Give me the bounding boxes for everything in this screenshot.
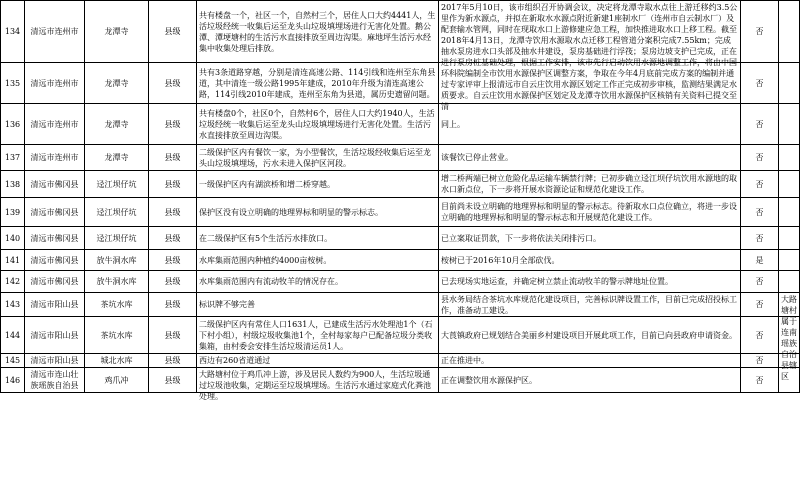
- progress-cell-text: 该餐饮已停止营业。: [441, 153, 513, 162]
- completed-cell: [741, 227, 779, 250]
- completed-cell-text: 否: [755, 119, 764, 129]
- completed-cell: [741, 1, 779, 63]
- row-number: [1, 1, 25, 63]
- progress-cell: [439, 368, 741, 393]
- completed-cell-text: 否: [755, 277, 764, 286]
- region-cell: [25, 227, 85, 250]
- row-number-text: 134: [4, 27, 21, 36]
- completed-cell-text: 否: [755, 330, 764, 340]
- region-cell: [25, 104, 85, 145]
- water-source-cell-text: 龙潭寺: [104, 119, 129, 129]
- progress-cell: [439, 317, 741, 354]
- completed-cell: [741, 293, 779, 317]
- region-cell-text: 清远市佛冈县: [30, 233, 79, 243]
- row-number: [1, 293, 25, 317]
- progress-cell-text: 正在推进中。: [441, 356, 489, 365]
- table-row: [1, 317, 800, 354]
- completed-cell: [741, 63, 779, 104]
- progress-cell-text: 增二桥两端已树立危险化品运输车辆禁行牌；已初步确立迳江坝仔坑饮用水源地的取水口新点位，下一步将开展水资源论证和规范化建设工作。: [441, 174, 737, 194]
- completed-cell: [741, 171, 779, 198]
- completed-cell: [741, 317, 779, 354]
- level-cell: [149, 198, 197, 227]
- water-source-cell: [85, 1, 149, 63]
- region-cell: [25, 317, 85, 354]
- note-cell: [779, 271, 800, 293]
- issue-cell: [197, 198, 439, 227]
- issue-cell: [197, 1, 439, 63]
- issue-cell-text: 在二级保护区有5个生活污水排放口。: [199, 233, 333, 243]
- completed-cell: [741, 104, 779, 145]
- row-number-text: 138: [4, 179, 21, 189]
- level-cell-text: 县级: [164, 330, 181, 340]
- level-cell-text: 县级: [164, 277, 181, 286]
- row-number: [1, 227, 25, 250]
- issue-cell: [197, 104, 439, 145]
- region-cell: [25, 354, 85, 368]
- note-cell: [779, 293, 800, 381]
- issue-cell-text: 二级保护区内有餐饮一家，为小型餐饮，生活垃圾经收集后运至龙头山垃圾填埋场，污水未进入保护区河段。: [199, 147, 431, 168]
- table-row: [1, 271, 800, 293]
- issue-cell: [197, 271, 439, 293]
- completed-cell: [741, 368, 779, 393]
- region-cell: [25, 145, 85, 171]
- progress-cell: [439, 293, 741, 317]
- progress-cell-text: 2017年5月10日，该市组织召开协调会议，决定将龙潭寺取水点往上游迁移约3.5公里作为新水源点，并拟在新取水水源点附近新建1座制水厂（连州市自云制水厂）及配套输水管网，同时在现取水口上游修建应急工程，加快推进取水口上移工程。截至2018年4月13日，龙潭寺饮用水源取水点迁移工程管道分案积完成7.55km；完成抽水泵房进水口头部及抽水井建设，泵房基础进行浮筏；泵房边坡支护已完成，正在进行泵房桩基础处理，根据工作安排，该市先行启动饮用水源地调整工作，将由中国环科院编制全市饮用水源保护区调整方案，争取在今年4月底前完成方案的编制并通过专家评审上报清远市自云庄饮用水源区划定工作正完成初步审核，监测结果满足水质要求。自云庄饮用水源保护区划定及龙潭寺饮用水源保护区核销有关资料已提交至清: [441, 2, 738, 111]
- row-number: [1, 368, 25, 393]
- completed-cell: [741, 354, 779, 368]
- issue-cell: [197, 145, 439, 171]
- completed-cell-text: 否: [755, 233, 764, 243]
- completed-cell-text: 否: [755, 153, 764, 162]
- region-cell-text: 清远市连山壮族瑶族自治县: [30, 370, 79, 390]
- region-cell-text: 清远市佛冈县: [30, 179, 79, 189]
- region-cell: [25, 1, 85, 63]
- note-cell: [779, 198, 800, 227]
- progress-cell-text: 目前尚未设立明确的地理界标和明显的警示标志。待新取水口点位确立，将进一步设立明确的地理界标和明显的警示标志和开展规范化建设工作。: [441, 202, 737, 222]
- water-source-cell: [85, 293, 149, 317]
- water-source-cell: [85, 104, 149, 145]
- water-source-cell: [85, 171, 149, 198]
- water-source-cell-text: 迳江坝仔坑: [96, 207, 137, 217]
- row-number-text: 144: [4, 330, 21, 340]
- water-source-cell: [85, 354, 149, 368]
- region-cell-text: 清远市佛冈县: [30, 277, 79, 286]
- level-cell: [149, 1, 197, 63]
- row-number-text: 143: [4, 300, 21, 309]
- issue-cell-text: 共有楼盘一个，社区一个，自然村三个，居住人口大约4441人，生活垃圾经统一收集后运至龙头山垃圾填埋场进行无害化处置。鹅公潭、潭埂塘村的生活污水直接排放至周边沟渠。麻地坪生活污水经集中收集处理后排放。: [199, 10, 436, 53]
- issue-cell-text: 二级保护区内有常住人口1631人，已建成生活污水处理池1个（石下村小组），村级垃圾收集池1个，全村每家每户已配备垃圾分类收集箱，由村委会安排生活垃圾清运员1人。: [199, 319, 433, 351]
- row-number: [1, 354, 25, 368]
- progress-cell: [439, 104, 741, 145]
- table-row: [1, 227, 800, 250]
- completed-cell-text: 否: [755, 78, 764, 88]
- level-cell: [149, 354, 197, 368]
- region-cell: [25, 368, 85, 393]
- progress-cell-text: 县水务局结合茶坑水库规范化建设项目，完善标识牌设置工作，目前已完成招投标工作，准备动工建设。: [441, 294, 737, 315]
- table-row: [1, 104, 800, 145]
- level-cell: [149, 63, 197, 104]
- table-row: [1, 1, 800, 63]
- region-cell-text: 清远市连州市: [30, 78, 79, 88]
- table-row: [1, 354, 800, 368]
- issue-cell-text: 共有3条道路穿越，分别是清连高速公路、114引线和连州至东角县道，其中清连一级公路1995年建成，2010年升级为清连高速公路，114引线2010年建成，连州至东角为县道，属历史遗留问题。: [199, 67, 436, 99]
- row-number-text: 145: [4, 356, 21, 365]
- issue-cell-text: 西边有260省道通过: [199, 356, 271, 365]
- region-cell-text: 清远市阳山县: [30, 356, 79, 365]
- level-cell: [149, 293, 197, 317]
- completed-cell-text: 否: [755, 179, 764, 189]
- water-source-cell: [85, 145, 149, 171]
- table-row: [1, 368, 800, 393]
- progress-cell-text: 大莨镇政府已规划结合美丽乡村建设项目开展此项工作，目前已向县政府申请资金。: [441, 330, 737, 340]
- level-cell-text: 县级: [164, 356, 181, 365]
- water-source-cell: [85, 198, 149, 227]
- water-source-cell: [85, 368, 149, 393]
- issue-cell-text: 水库集雨范围内有流动牧羊的情况存在。: [199, 277, 343, 286]
- level-cell-text: 县级: [164, 119, 181, 129]
- progress-cell-text: 桉树已于2016年10月全部砍伐。: [441, 255, 560, 265]
- level-cell: [149, 250, 197, 271]
- level-cell: [149, 145, 197, 171]
- region-cell: [25, 171, 85, 198]
- region-cell-text: 清远市连州市: [30, 27, 79, 36]
- issue-cell: [197, 227, 439, 250]
- water-source-cell-text: 茶坑水库: [100, 330, 133, 340]
- table-row: [1, 171, 800, 198]
- note-cell: [779, 104, 800, 145]
- level-cell: [149, 271, 197, 293]
- water-source-cell-text: 放牛洞水库: [96, 255, 137, 265]
- note-cell-text: 大路塘村属于连南瑶族自治县辖区: [781, 294, 797, 381]
- region-cell-text: 清远市连州市: [30, 153, 79, 162]
- progress-cell: [439, 145, 741, 171]
- progress-cell: [439, 250, 741, 271]
- row-number-text: 136: [4, 119, 21, 129]
- level-cell: [149, 104, 197, 145]
- level-cell-text: 县级: [164, 27, 181, 36]
- level-cell-text: 县级: [164, 300, 181, 309]
- issue-cell-text: 水库集雨范围内种植约4000亩桉树。: [199, 255, 332, 265]
- issue-cell: [197, 368, 439, 401]
- region-cell: [25, 63, 85, 104]
- issue-cell-text: 标识牌不够完善: [199, 300, 255, 309]
- note-cell: [779, 1, 800, 63]
- row-number-text: 139: [4, 207, 21, 217]
- level-cell: [149, 227, 197, 250]
- note-cell: [779, 227, 800, 250]
- completed-cell: [741, 198, 779, 227]
- issue-cell-text: 共有楼盘0个，社区0个，自然村6个，居住人口大约1940人，生活垃圾经统一收集后运至龙头山垃圾填埋场进行无害化处置。生活污水直接排放至周边沟渠。: [199, 108, 435, 140]
- completed-cell-text: 否: [755, 27, 764, 36]
- note-cell: [779, 63, 800, 104]
- table-row: [1, 293, 800, 317]
- water-source-cell-text: 迳江坝仔坑: [96, 179, 137, 189]
- water-source-cell: [85, 317, 149, 354]
- water-source-cell: [85, 63, 149, 104]
- completed-cell: [741, 250, 779, 271]
- note-cell: [779, 250, 800, 271]
- level-cell-text: 县级: [164, 78, 181, 88]
- water-source-cell: [85, 227, 149, 250]
- issue-cell: [197, 250, 439, 271]
- issue-cell-text: 大路塘村位于鸡爪冲上游，涉及居民人数约为900人，生活垃圾通过垃圾池收集，定期运至垃圾填埋场。生活污水通过家庭式化粪池处理。: [199, 369, 431, 401]
- progress-cell: [439, 271, 741, 293]
- table-row: [1, 250, 800, 271]
- completed-cell: [741, 271, 779, 293]
- region-cell: [25, 293, 85, 317]
- completed-cell-text: 否: [755, 300, 764, 309]
- issue-cell: [197, 317, 439, 354]
- completed-cell-text: 否: [755, 356, 764, 365]
- region-cell-text: 清远市阳山县: [30, 300, 79, 309]
- water-source-cell-text: 龙潭寺: [104, 27, 129, 36]
- level-cell-text: 县级: [164, 207, 181, 217]
- table-row: [1, 198, 800, 227]
- level-cell: [149, 317, 197, 354]
- table-row: [1, 145, 800, 171]
- note-cell: [779, 145, 800, 171]
- water-source-cell-text: 鸡爪冲: [104, 375, 129, 385]
- level-cell-text: 县级: [164, 255, 181, 265]
- level-cell-text: 县级: [164, 233, 181, 243]
- completed-cell-text: 是: [755, 255, 764, 265]
- issue-cell: [197, 293, 439, 317]
- water-source-cell-text: 龙潭寺: [104, 78, 129, 88]
- water-source-cell: [85, 271, 149, 293]
- progress-cell-text: 正在调整饮用水源保护区。: [441, 375, 537, 385]
- water-source-cell: [85, 250, 149, 271]
- row-number: [1, 145, 25, 171]
- row-number-text: 135: [4, 78, 21, 88]
- row-number: [1, 250, 25, 271]
- level-cell: [149, 171, 197, 198]
- issue-cell: [197, 354, 439, 368]
- level-cell-text: 县级: [164, 375, 181, 385]
- level-cell-text: 县级: [164, 179, 181, 189]
- issue-cell-text: 一级保护区内有湖滨桥和增二桥穿越。: [199, 179, 335, 189]
- progress-cell-text: 已立案取证罚款，下一步将依法关闭排污口。: [441, 233, 601, 243]
- level-cell-text: 县级: [164, 153, 181, 162]
- issue-cell: [197, 63, 439, 104]
- region-cell-text: 清远市佛冈县: [30, 207, 79, 217]
- progress-cell: [439, 354, 741, 368]
- region-cell: [25, 198, 85, 227]
- row-number: [1, 63, 25, 104]
- region-cell-text: 清远市阳山县: [30, 330, 79, 340]
- row-number: [1, 271, 25, 293]
- row-number-text: 140: [4, 233, 21, 243]
- progress-cell-text: 已去现场实地运查，并确定树立禁止流动牧羊的警示牌地址位置。: [441, 277, 673, 286]
- progress-cell-text: 同上。: [441, 119, 465, 129]
- region-cell-text: 清远市佛冈县: [30, 255, 79, 265]
- progress-cell: [439, 227, 741, 250]
- water-source-cell-text: 放牛洞水库: [96, 277, 137, 286]
- issue-cell-text: 保护区没有设立明确的地理界标和明显的警示标志。: [199, 207, 383, 217]
- region-cell: [25, 250, 85, 271]
- note-cell: [779, 171, 800, 198]
- progress-cell: [439, 198, 741, 227]
- row-number: [1, 198, 25, 227]
- row-number-text: 142: [4, 277, 21, 286]
- row-number-text: 137: [4, 153, 21, 162]
- water-source-cell-text: 迳江坝仔坑: [96, 233, 137, 243]
- water-source-cell-text: 茶坑水库: [100, 300, 133, 309]
- progress-cell: [439, 1, 741, 111]
- table-body: [1, 1, 800, 401]
- row-number: [1, 171, 25, 198]
- row-number: [1, 317, 25, 354]
- row-number: [1, 104, 25, 145]
- row-number-text: 146: [4, 375, 21, 385]
- region-cell-text: 清远市连州市: [30, 119, 79, 129]
- completed-cell: [741, 145, 779, 171]
- row-number-text: 141: [4, 255, 21, 265]
- level-cell: [149, 368, 197, 393]
- completed-cell-text: 否: [755, 207, 764, 217]
- region-cell: [25, 271, 85, 293]
- water-source-cell-text: 城北水库: [100, 356, 133, 365]
- issue-cell: [197, 171, 439, 198]
- water-source-cell-text: 龙潭寺: [104, 153, 129, 162]
- progress-cell: [439, 171, 741, 198]
- completed-cell-text: 否: [755, 375, 764, 385]
